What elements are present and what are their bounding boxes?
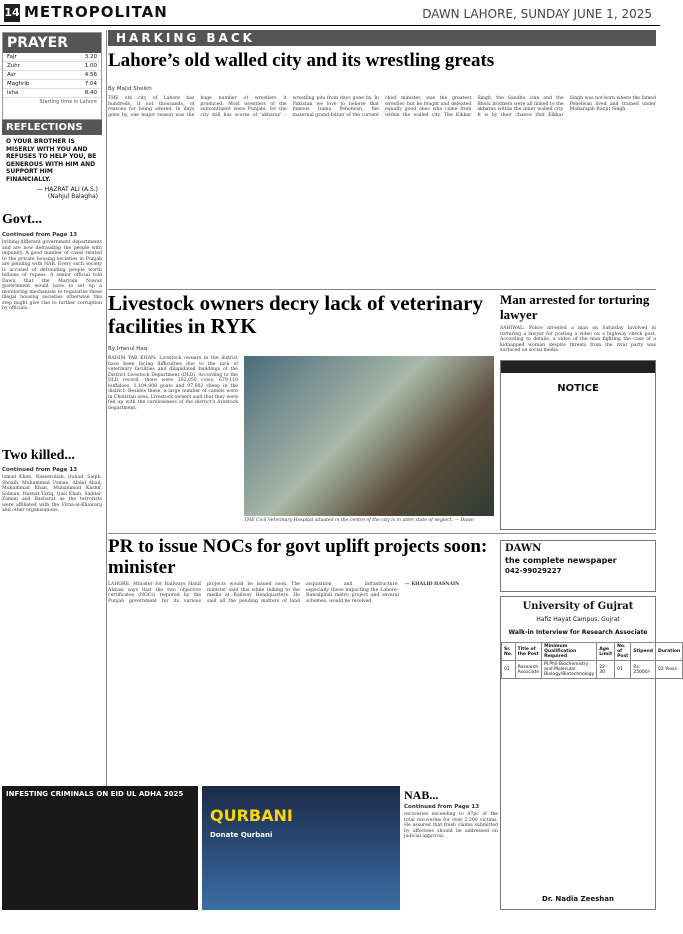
notice-ad-title: NOTICE bbox=[557, 383, 599, 394]
reflections-ref: (Nahjul Balagha) bbox=[47, 193, 98, 200]
pr-signoff: — KHALID HASNAIN bbox=[405, 582, 460, 587]
pr-body-wrap bbox=[108, 582, 498, 782]
harking-kicker: HARKING BACK bbox=[116, 31, 255, 45]
movie-ad-title: INFESTING CRIMINALS ON EID UL ADHA 2025 bbox=[6, 790, 184, 798]
uog-campus: Hafiz Hayat Campus, Gujrat bbox=[536, 616, 620, 623]
prayer-note: Starting time in Lahore bbox=[39, 99, 97, 105]
qurbani-ad-title: QURBANI bbox=[210, 806, 293, 825]
section-divider bbox=[108, 533, 656, 534]
livestock-body: RAHIM YAR KHAN: Livestock owners in the district have been facing difficulties due to the lack of veterinary facilities and dilapidated buildings of the District Livestock Department (DLD). According to the DLD record, there were 202,050 cows, 679,110 buffaloes, 1,104,808 goats and 97,602 sheep in the district. Besides these, a large number of camels were in Cholistan area. Livestock owners said that they were fed up with the carelessness of the district's livestock department. bbox=[108, 356, 238, 411]
notice-ad-header bbox=[501, 361, 655, 373]
masthead bbox=[0, 0, 660, 26]
section-divider bbox=[108, 289, 656, 290]
qurbani-ad bbox=[202, 786, 400, 910]
prayer-row: Fajr 3.20 bbox=[3, 53, 101, 62]
prayer-title: PRAYER bbox=[3, 33, 101, 53]
photo-caption: THE Civil Veterinary Hospital situated in the centre of the city is in utter state of neglect. — Dawn bbox=[244, 518, 474, 523]
column-divider bbox=[106, 30, 107, 910]
two-killed-headline: Two killed... bbox=[2, 448, 75, 463]
reflections-box bbox=[2, 120, 102, 208]
table-header-row: Sr. No. Title of the Post Minimum Qualification Required Age Limit No. of Post Stipend Duration bbox=[502, 643, 683, 661]
reflections-author: — HAZRAT ALI (A.S.) bbox=[36, 186, 98, 193]
movie-ad bbox=[2, 786, 198, 910]
qurbani-ad-sub: Donate Qurbani bbox=[210, 831, 273, 839]
prayer-row: Zuhr 1.00 bbox=[3, 62, 101, 71]
pr-body: LAHORE: Minister for Railways Hanif Abbasi says that the two objective certificates (NOCs) required by the Punjab government for its various projects would be issued soon. The minister said this while talking to the media at Railway Headquarters. He said all the pending matters of land acquisition and infrastructure, especially those impacting the Lahore–Rawalpindi metro project and several schemes, would be resolved. bbox=[108, 582, 399, 604]
torture-body: SAHIWAL: Police arrested a man on Saturday involved in torturing a lawyer for posting a video on a highway check post. According to details, a video of the man fighting the case of a kidnapped woman despite threats from the rival party was surfaced on social media. bbox=[500, 326, 656, 353]
uog-name: University of Gujrat bbox=[522, 601, 634, 612]
uog-table bbox=[501, 642, 683, 679]
nab-body: recoveries exceeding to 47pc of the total recoveries for over 2,200 victims. He assured that fresh claims submitted by affectees should be addressed on judicial approval. bbox=[404, 812, 498, 839]
dawn-ad bbox=[500, 540, 656, 592]
dawn-ad-phone: 042-99029227 bbox=[505, 567, 562, 575]
page-number: 14 bbox=[4, 4, 20, 22]
prayer-row: Asr 4.56 bbox=[3, 71, 101, 80]
livestock-headline: Livestock owners decry lack of veterinary facilities in RYK bbox=[108, 291, 483, 338]
prayer-times-box bbox=[2, 32, 102, 120]
torture-headline: Man arrested for torturing lawyer bbox=[500, 292, 650, 322]
veterinary-hospital-photo bbox=[244, 356, 494, 516]
uog-title: Walk-in Interview for Research Associate bbox=[508, 629, 648, 636]
reflections-title: REFLECTIONS bbox=[2, 120, 102, 135]
two-killed-continued: Continued from Page 13 bbox=[2, 467, 78, 473]
harking-headline: Lahore’s old walled city and its wrestling greats bbox=[108, 50, 495, 71]
harking-body: THE old city of Lahore has hundreds, if not thousands, of reasons for being adored. In days gone by, one major reason was the huge number of wrestlers it produced. Most wrestlers of the subcontinent were Punjabi, for the city still has scores of 'akharas' – wrestling pits from days gone by. In Pakistan we love to believe that famous Gama Pehelwan, the maternal grand-father of the current chief minister, was the greatest wrestler, but he fought and defeated equally good ones who came from within the walled city. The Kikkar Singh, the Sandhu clan and the Bholu brothers were all linked to the akharas within the inner walled city. It is by their chance that Kikkar Singh was not born where the famed Pehelwan lived and trained under Maharajah Ranjit Singh. bbox=[108, 96, 656, 118]
notice-ad bbox=[500, 360, 656, 530]
livestock-byline: By Irfanul Haq bbox=[108, 346, 148, 352]
prayer-row: Maghrib 7.04 bbox=[3, 80, 101, 89]
two-killed-body: Ismail Khan, Naseerullah, Irshad, Saqib, Shoaib, Muhammad Usman, Abdul Ahad, Muhammad Khan, Muhammad Kashif, Salman, Hasnat Tariq, Qasi Khan, Saddar, Zaman and Basharat as the terrorists were affiliated with the Fitna-al-Khawarij and other organisations. bbox=[2, 475, 102, 513]
govt-body: bribing different government departments and are now defrauding the people with impunity. A good number of cases related to the private housing societies in Punjab are pending with NAB. Every such society is accused of defrauding people worth billions of rupees. A senior official told Dawn that the Maryam Nawaz government would have to set up a monitoring mechanism to regularise these illegal housing societies otherwise this step might give rise to further corruption by officials. bbox=[2, 240, 102, 311]
section-title: METROPOLITAN bbox=[24, 3, 168, 21]
harking-byline: By Majid Sheikh bbox=[108, 86, 152, 92]
dawn-ad-tagline: the complete newspaper bbox=[505, 556, 617, 565]
table-row: 01 Research Associate M.Phil Biochemistry and Molecular Biology/Biotechnology 22-30 01 Rs. 25000/- 02 Years bbox=[502, 661, 683, 679]
edition-line: DAWN LAHORE, SUNDAY JUNE 1, 2025 bbox=[422, 7, 652, 21]
prayer-row: Isha 8.40 bbox=[3, 89, 101, 98]
govt-continued: Continued from Page 13 bbox=[2, 232, 78, 238]
dawn-ad-logo: DAWN bbox=[505, 543, 542, 554]
pr-headline: PR to issue NOCs for govt uplift projects soon: minister bbox=[108, 536, 488, 578]
uog-contact: Dr. Nadia Zeeshan bbox=[542, 895, 614, 903]
uog-ad bbox=[500, 596, 681, 910]
govt-headline: Govt... bbox=[2, 212, 43, 227]
harking-kicker-bar bbox=[108, 30, 656, 46]
harking-body-wrap bbox=[108, 96, 656, 286]
reflections-quote: O YOUR BROTHER IS MISERLY WITH YOU AND REFUSES TO HELP YOU, BE GENEROUS WITH HIM AND SUPPORT HIM FINANCIALLY. bbox=[6, 138, 97, 183]
nab-headline: NAB... bbox=[404, 788, 439, 802]
nab-continued: Continued from Page 13 bbox=[404, 804, 480, 810]
